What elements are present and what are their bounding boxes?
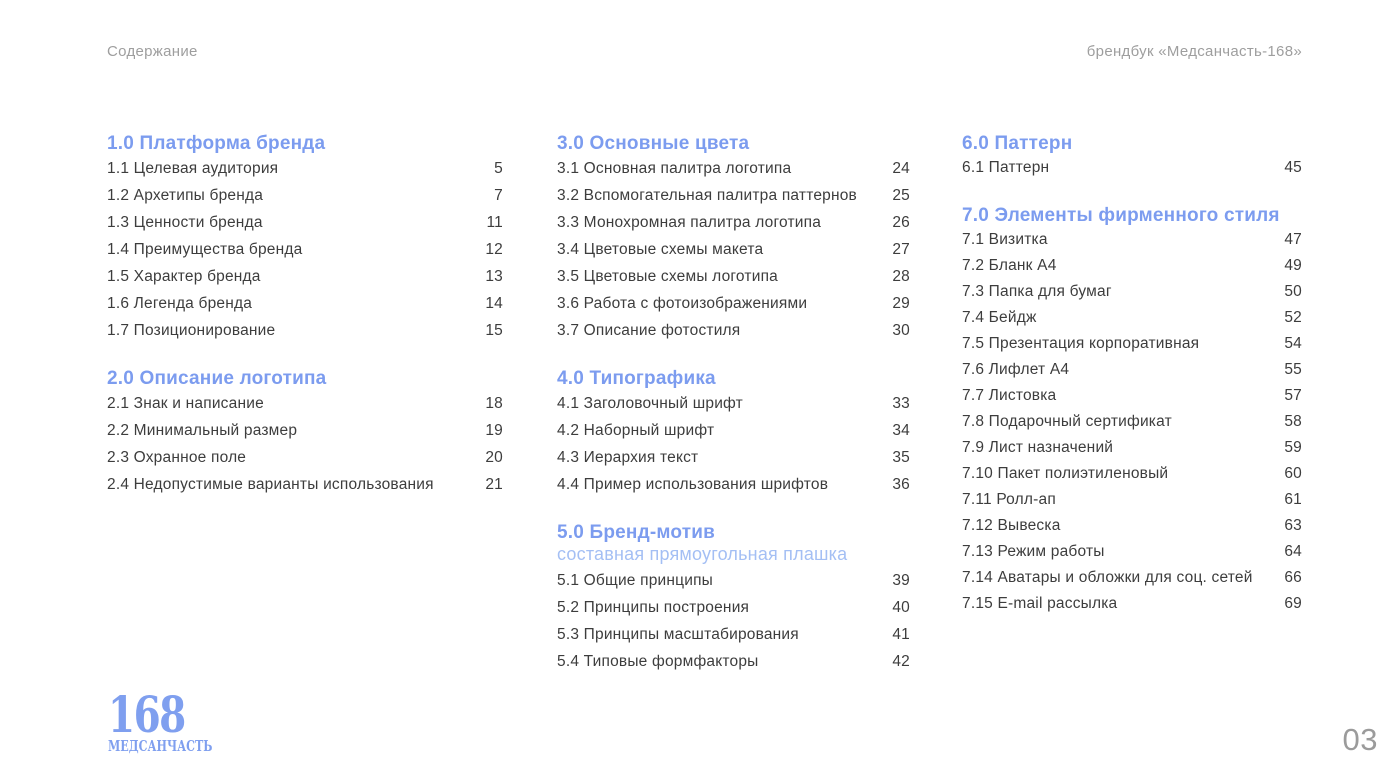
toc-item-label: 7.2 Бланк А4 [962, 257, 1057, 274]
toc-item-page: 64 [1284, 543, 1302, 560]
toc-item-label: 3.7 Описание фотостиля [557, 321, 741, 339]
toc-item [107, 390, 503, 417]
toc-item-label: 3.2 Вспомогательная палитра паттернов [557, 186, 857, 204]
toc-item-label: 3.1 Основная палитра логотипа [557, 159, 792, 177]
toc-item [962, 357, 1302, 383]
toc-item-label: 1.5 Характер бренда [107, 267, 261, 285]
toc-section-title: 7.0 Элементы фирменного стиля [962, 205, 1280, 226]
toc-item [962, 565, 1302, 591]
toc-item [962, 513, 1302, 539]
toc-section-title: 6.0 Паттерн [962, 133, 1073, 154]
toc-item-page: 61 [1284, 491, 1302, 508]
toc-column-2 [557, 133, 910, 699]
toc-item [557, 263, 910, 290]
toc-section [557, 522, 910, 675]
toc-item-page: 50 [1284, 283, 1302, 300]
toc-item-label: 1.7 Позиционирование [107, 321, 276, 339]
toc-item [557, 182, 910, 209]
toc-section [557, 133, 910, 344]
toc-item-label: 5.2 Принципы построения [557, 598, 750, 616]
toc-item-page: 29 [892, 294, 910, 312]
toc-section [107, 368, 503, 498]
toc-item-page: 59 [1284, 439, 1302, 456]
toc-item-label: 3.4 Цветовые схемы макета [557, 240, 764, 258]
toc-item [107, 209, 503, 236]
toc-item [962, 487, 1302, 513]
toc-item [557, 594, 910, 621]
toc-item-label: 7.5 Презентация корпоративная [962, 335, 1200, 352]
toc-section-title: 5.0 Бренд-мотив [557, 522, 715, 543]
brand-logo [108, 685, 249, 755]
brandbook-title: брендбук «Медсанчасть-168» [1086, 43, 1302, 60]
toc-item-label: 7.11 Ролл-ап [962, 491, 1056, 508]
toc-item [962, 155, 1302, 181]
toc-item-label: 1.1 Целевая аудитория [107, 159, 279, 177]
toc-item-label: 3.5 Цветовые схемы логотипа [557, 267, 778, 285]
toc-item-page: 30 [892, 321, 910, 339]
toc-item-page: 18 [485, 394, 503, 412]
toc-item-page: 13 [485, 267, 503, 285]
toc-item-page: 63 [1284, 517, 1302, 534]
toc-item [557, 209, 910, 236]
toc-item [557, 290, 910, 317]
toc-item-page: 25 [892, 186, 910, 204]
toc-item-page: 47 [1284, 231, 1302, 248]
toc-item [962, 409, 1302, 435]
toc-item-page: 26 [892, 213, 910, 231]
toc-item [962, 591, 1302, 617]
logo-name-medsanchast: МЕДСАНЧАСТЬ [108, 737, 213, 755]
toc-item-page: 5 [494, 159, 503, 177]
toc-item [962, 331, 1302, 357]
toc-item-label: 4.3 Иерархия текст [557, 448, 699, 466]
toc-section-title: 1.0 Платформа бренда [107, 133, 326, 154]
toc-section [557, 368, 910, 498]
toc-item-label: 7.14 Аватары и обложки для соц. сетей [962, 569, 1253, 586]
toc-item-page: 66 [1284, 569, 1302, 586]
toc-item [962, 227, 1302, 253]
toc-item-page: 28 [892, 267, 910, 285]
toc-item-label: 7.6 Лифлет А4 [962, 361, 1070, 378]
toc-item-label: 6.1 Паттерн [962, 159, 1050, 176]
toc-item-page: 34 [892, 421, 910, 439]
toc-section-title: 4.0 Типографика [557, 368, 716, 389]
page-number: 03 [1342, 722, 1378, 757]
toc-item-page: 39 [892, 571, 910, 589]
toc-item-label: 7.9 Лист назначений [962, 439, 1114, 456]
toc-item-label: 7.13 Режим работы [962, 543, 1105, 560]
toc-item [557, 155, 910, 182]
toc-item [107, 155, 503, 182]
toc-item [557, 317, 910, 344]
toc-item-label: 7.4 Бейдж [962, 309, 1037, 326]
toc-item-label: 7.12 Вывеска [962, 517, 1061, 534]
toc-item-page: 21 [485, 475, 503, 493]
toc-section [962, 133, 1302, 181]
toc-item-page: 20 [485, 448, 503, 466]
toc-item-label: 7.7 Листовка [962, 387, 1057, 404]
toc-item-label: 1.4 Преимущества бренда [107, 240, 303, 258]
toc-item-label: 5.3 Принципы масштабирования [557, 625, 799, 643]
toc-item [557, 621, 910, 648]
toc-item-label: 7.8 Подарочный сертификат [962, 413, 1172, 430]
toc-item [557, 471, 910, 498]
toc-item-page: 12 [485, 240, 503, 258]
toc-item-page: 58 [1284, 413, 1302, 430]
toc-item [107, 471, 503, 498]
toc-item-label: 7.3 Папка для бумаг [962, 283, 1112, 300]
toc-item-label: 5.4 Типовые формфакторы [557, 652, 759, 670]
toc-item [962, 383, 1302, 409]
toc-item [107, 263, 503, 290]
toc-item [107, 444, 503, 471]
toc-item [962, 435, 1302, 461]
toc-item [557, 390, 910, 417]
toc-item [962, 279, 1302, 305]
toc-item-page: 60 [1284, 465, 1302, 482]
toc-item-page: 33 [892, 394, 910, 412]
toc-item [962, 253, 1302, 279]
toc-item-label: 5.1 Общие принципы [557, 571, 714, 589]
toc-item-page: 11 [486, 213, 503, 231]
toc-column-3 [962, 133, 1302, 641]
toc-section [962, 205, 1302, 617]
toc-item-page: 15 [485, 321, 503, 339]
toc-section [107, 133, 503, 344]
toc-item-label: 2.4 Недопустимые варианты использования [107, 475, 434, 493]
toc-section-title: 3.0 Основные цвета [557, 133, 750, 154]
toc-item-page: 49 [1284, 257, 1302, 274]
page-section-label: Содержание [107, 43, 198, 60]
toc-item [107, 290, 503, 317]
toc-item-page: 35 [892, 448, 910, 466]
toc-item-page: 55 [1284, 361, 1302, 378]
toc-item [107, 417, 503, 444]
toc-item-page: 14 [485, 294, 503, 312]
toc-item-page: 19 [485, 421, 503, 439]
toc-item [962, 305, 1302, 331]
toc-item-page: 41 [892, 625, 910, 643]
toc-item-label: 3.6 Работа с фотоизображениями [557, 294, 808, 312]
toc-item [962, 461, 1302, 487]
toc-item-page: 24 [892, 159, 910, 177]
toc-column-1 [107, 133, 503, 522]
toc-item-page: 54 [1284, 335, 1302, 352]
toc-item-label: 4.4 Пример использования шрифтов [557, 475, 829, 493]
toc-item [107, 317, 503, 344]
toc-item-page: 52 [1284, 309, 1302, 326]
toc-item [557, 236, 910, 263]
toc-item-label: 4.1 Заголовочный шрифт [557, 394, 743, 412]
toc-item [557, 444, 910, 471]
toc-item-label: 2.1 Знак и написание [107, 394, 264, 412]
toc-item-page: 45 [1284, 159, 1302, 176]
toc-item-page: 40 [892, 598, 910, 616]
toc-item-page: 27 [892, 240, 910, 258]
toc-item-label: 7.10 Пакет полиэтиленовый [962, 465, 1169, 482]
toc-item-page: 42 [892, 652, 910, 670]
toc-section-title: 2.0 Описание логотипа [107, 368, 327, 389]
toc-item [107, 182, 503, 209]
toc-item-page: 7 [494, 186, 503, 204]
toc-item-label: 2.2 Минимальный размер [107, 421, 298, 439]
toc-item [557, 648, 910, 675]
toc-item-label: 3.3 Монохромная палитра логотипа [557, 213, 822, 231]
toc-item [962, 539, 1302, 565]
toc-item-page: 69 [1284, 595, 1302, 612]
toc-item-label: 1.2 Архетипы бренда [107, 186, 264, 204]
toc-item [107, 236, 503, 263]
toc-item-label: 7.1 Визитка [962, 231, 1048, 248]
toc-item-label: 7.15 E-mail рассылка [962, 595, 1118, 612]
logo-number-168: 168 [108, 685, 185, 744]
toc-item-label: 1.6 Легенда бренда [107, 294, 253, 312]
toc-item-page: 57 [1284, 387, 1302, 404]
toc-item-label: 1.3 Ценности бренда [107, 213, 263, 231]
toc-item [557, 417, 910, 444]
toc-item [557, 567, 910, 594]
toc-section-subtitle: составная прямоугольная плашка [557, 544, 848, 564]
toc-item-page: 36 [892, 475, 910, 493]
toc-item-label: 4.2 Наборный шрифт [557, 421, 715, 439]
toc-item-label: 2.3 Охранное поле [107, 448, 247, 466]
